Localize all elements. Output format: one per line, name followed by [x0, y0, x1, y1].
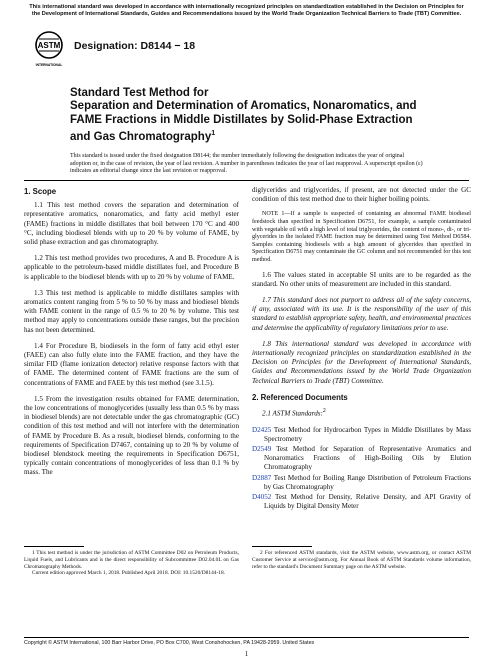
astm-logo-icon: [34, 30, 64, 68]
note-1: NOTE 1—If a sample is suspected of containing an abnormal FAME biodiesel feedstock than specified in Specification D6751, for example, a sample contaminated with vegetable oil with a high level of total triglycerides, the content of mono-, di-, or tri-glycerides in the isolated FAME fraction may be determined using Test Method D6584. Samples containing biodiesels with a high amount of glycerides than specified in Specification D6751 may contaminate the GC column and not recommended for this test method.: [252, 211, 471, 263]
subsection-astm-standards: [252, 407, 471, 419]
astm-standards-label: 2.1 ASTM Standards:: [262, 409, 323, 418]
title-main-text: Separation and Determination of Aromatics, Nonaromatics, and FAME Fractions in Middle Distillates by Solid-Phase Extraction and Gas Chromatography: [70, 100, 417, 143]
para-1-3: 1.3 This test method is applicable to middle distillates samples with aromatics content ranging from 5 % to 50 % by mass and biodiesel blends with FAME content in the range of 0.5 % to 20 % by volume. This test method may apply to concentrations outside these ranges, but the precision has not been determined.: [24, 288, 239, 334]
copyright-footer: Copyright © ASTM International, 100 Barr Harbor Drive, PO Box C700, West Conshohocken, PA 19428-2959. United States: [24, 640, 315, 646]
para-1-1: 1.1 This test method covers the separation and determination of representative aromatics, nonaromatics, and fatty acid methyl ester (FAME) fractions in middle distillates that boil between 170 °C and 400 °C, including biodiesel blends with up to 20 % by volume of FAME, by solid phase extraction and gas chromatography.: [24, 201, 239, 247]
para-1-6: 1.6 The values stated in acceptable SI units are to be regarded as the standard. No other units of measurement are included in this standard.: [252, 270, 471, 288]
para-1-5: 1.5 From the investigation results obtained for FAME determination, the low concentrations of monoglycerides (usually less than 0.5 % by mass in biodiesel blends) are not detectable under the gas chromatographic (GC) condition of this test method and will not interfere with the determination of FAME by Procedure B. As a result, biodiesel blends, conforming to the requirements of Specification D7467, containing up to 20 % by volume of biodiesel blendstock meeting the requirements in Specification D6751, typically contain concentrations of monoglycerides of less than 0.1 % by mass. The: [24, 394, 239, 477]
title-footnote-mark: 1: [211, 130, 216, 137]
title-line1: Standard Test Method for: [70, 87, 209, 99]
para-1-2: 1.2 This test method provides two procedures, A and B. Procedure A is applicable to the petroleum-based middle distillates fuel, and Procedure B is applicable to the biodiesel blends with up to 20 % by volume of FAME.: [24, 254, 239, 281]
left-column: [24, 186, 239, 485]
reference-title: Test Method for Hydrocarbon Types in Middle Distillates by Mass Spectrometry: [264, 425, 471, 443]
designation: Designation: D8144 − 18: [74, 40, 196, 52]
right-column: [252, 186, 471, 512]
reference-link[interactable]: D2549: [252, 444, 272, 453]
reference-list: [252, 426, 471, 512]
tbt-notice: This international standard was developed in accordance with internationally recognized principles on standardization established in the Decision on Principles for the Development of International Standards, Guides and Recommendations issued by the World Trade Organization Technical Barriers to Trade (TBT) Committee.: [29, 4, 464, 17]
reference-link[interactable]: D4052: [252, 492, 272, 501]
footnote-1-edition: Current edition approved March 1, 2018. Published April 2018. DOI: 10.1520/D8144-18.: [32, 570, 225, 577]
footnote-1-text: 1 This test method is under the jurisdiction of ASTM Committee D02 on Petroleum Products, Liquid Fuels, and Lubricants and is the direct responsibility of Subcommittee D02.04.0L on Gas Chromatography Methods.: [24, 550, 239, 570]
reference-title: Test Method for Separation of Representative Aromatics and Nonaromatics Fractions of High-Boiling Oils by Elution Chromatography: [264, 444, 471, 472]
title-block: [70, 87, 430, 144]
logo-subtext: INTERNATIONAL: [35, 63, 63, 67]
reference-item: [252, 445, 471, 473]
reference-link[interactable]: D2425: [252, 425, 272, 434]
para-1-7: 1.7 This standard does not purport to address all of the safety concerns, if any, associated with its use. It is the responsibility of the user of this standard to establish appropriate safety, health, and environmental practices and determine the applicability of regulatory limitations prior to use.: [252, 295, 471, 332]
reference-item: [252, 426, 471, 444]
footnote-1: [24, 550, 239, 577]
para-1-8: 1.8 This international standard was developed in accordance with internationally recognized principles on standardization established in the Decision on Principles for the Development of International Standards, Guides and Recommendations issued by the World Trade Organization Technical Barriers to Trade (TBT) Committee.: [252, 339, 471, 385]
standard-intro: This standard is issued under the fixed designation D8144; the number immediately following the designation indicates the year of original adoption or, in the case of revision, the year of last revision. A number in parentheses indicates the year of last reapproval. A superscript epsilon (ε) indicates an editorial change since the last revision or reapproval.: [70, 153, 423, 175]
footnote-2-text: 2 For referenced ASTM standards, visit the ASTM website, www.astm.org, or contact ASTM Customer Service at service@astm.org. For Annual Book of ASTM Standards volume information, refer to the standard's Document Summary page on the ASTM website.: [252, 550, 471, 570]
reference-title: Test Method for Density, Relative Density, and API Gravity of Liquids by Digital Density Meter: [264, 492, 471, 511]
footnote-2: [252, 550, 471, 570]
section-heading-referenced-documents: 2. Referenced Documents: [252, 392, 348, 402]
footnote-divider-right: [252, 546, 312, 547]
footer-divider: [24, 637, 469, 638]
footnote-divider-left: [24, 546, 84, 547]
logo-text: ASTM: [37, 41, 61, 50]
reference-item: [252, 493, 471, 511]
reference-item: [252, 474, 471, 492]
astm-standards-footnote-mark: 2: [322, 408, 326, 414]
para-1-4: 1.4 For Procedure B, biodiesels in the form of fatty acid ethyl ester (FAEE) can also fully elute into the FAME fraction, and they have the similar FID (flame ionization detector) relative response factors with that of FAME. The determined content of FAME fractions are the sum of concentrations of FAME and FAEE by this test method (see 3.1.5).: [24, 341, 239, 387]
reference-link[interactable]: D2887: [252, 473, 272, 482]
title-main: [70, 100, 430, 144]
reference-title: Test Method for Boiling Range Distribution of Petroleum Fractions by Gas Chromatography: [264, 473, 471, 491]
page-number: 1: [244, 650, 249, 658]
section-heading-scope: 1. Scope: [24, 187, 57, 196]
header-divider: [24, 180, 469, 181]
para-continuation: diglycerides and triglycerides, if present, are not detected under the GC condition of this test method due to their higher boiling points.: [252, 186, 471, 204]
